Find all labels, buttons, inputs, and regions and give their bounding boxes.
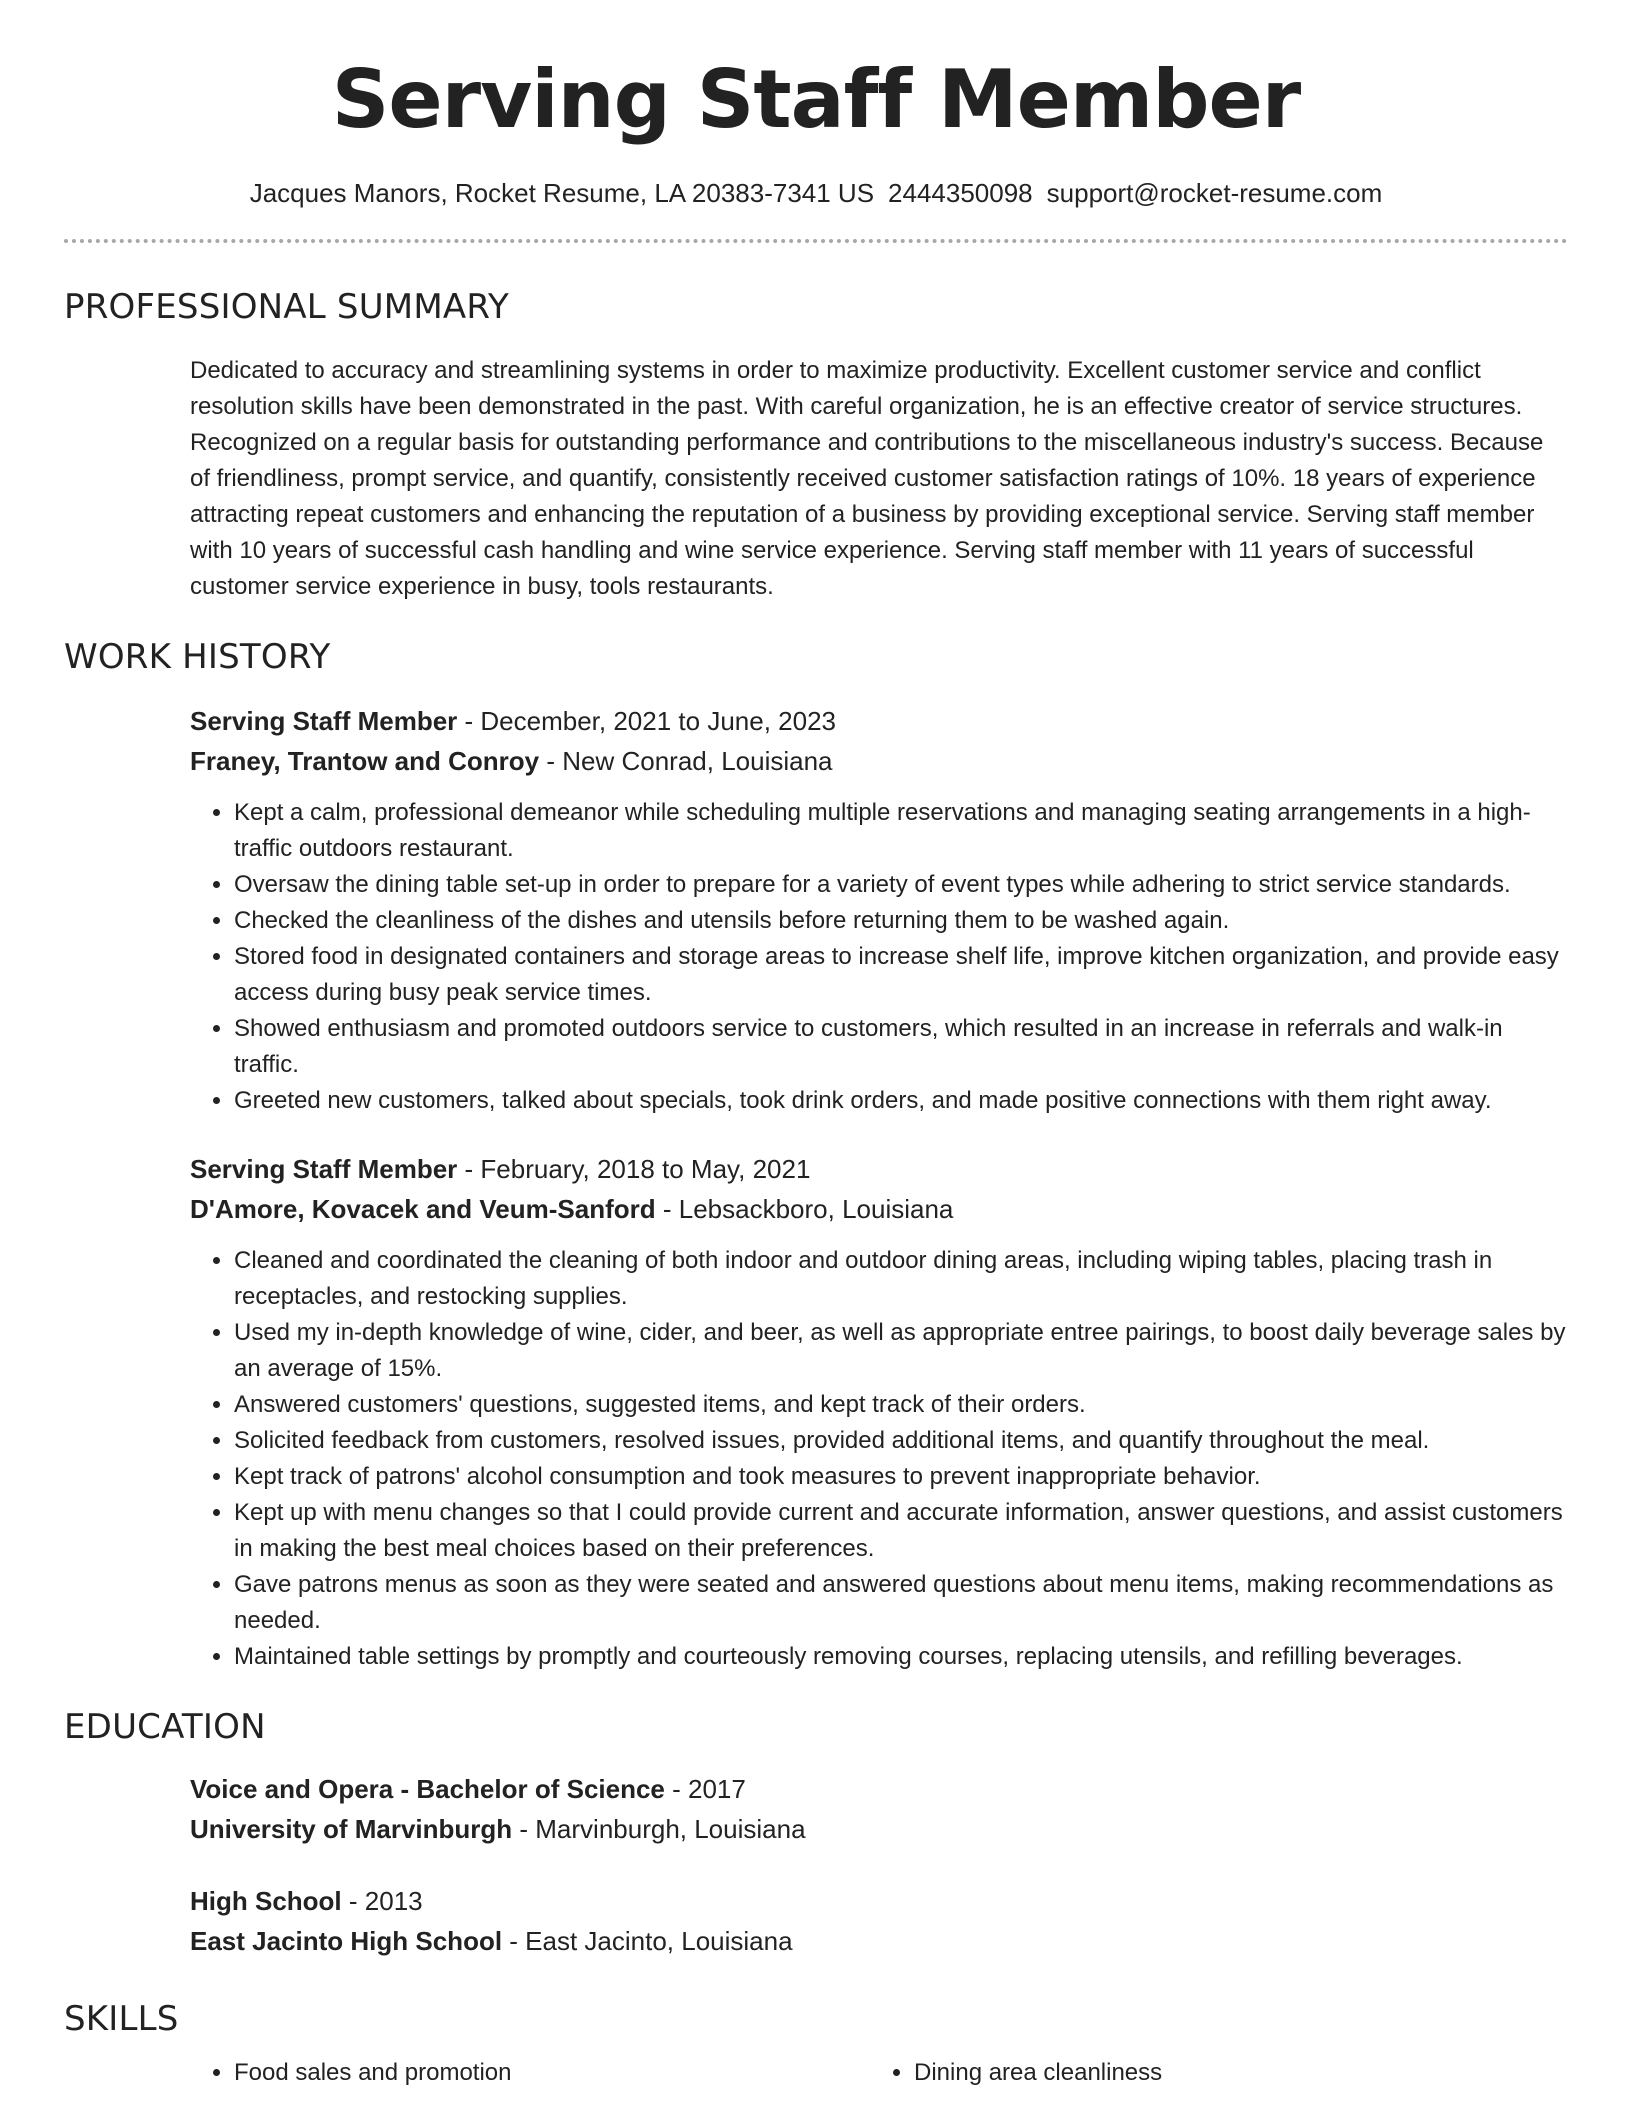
bullet-item: • Solicited feedback from customers, resolved issues, provided additional items, and quantify throughout the meal. [234,1423,1568,1459]
summary-text: Dedicated to accuracy and streamlining systems in order to maximize productivity. Excellent customer service and conflict resolution skills have been demonstrated in the past. With careful organization, he is an effective creator of service structures. Recognized on a regular basis for outstanding performance and contributions to the miscellaneous industry's success. Because of friendliness, prompt service, and quantify, consistently received customer satisfaction ratings of 10%. 18 years of experience attracting repeat customers and enhancing the reputation of a business by providing exceptional service. Serving staff member with 10 years of successful cash handling and wine service experience. Serving staff member with 11 years of successful customer service experience in busy, tools restaurants. [190,357,1544,600]
bullet-item: • Maintained table settings by promptly and courteously removing courses, replacing utensils, and refilling beverages. [234,1639,1568,1675]
job-location: - New Conrad, Louisiana [539,746,833,776]
summary-heading: PROFESSIONAL SUMMARY [64,287,509,327]
bullet-item: • Kept up with menu changes so that I could provide current and accurate information, answer questions, and assist customers in making the best meal choices based on their preferences. [234,1495,1568,1567]
edu-degree-line [190,1881,1568,1921]
job-dates: - February, 2018 to May, 2021 [457,1154,811,1184]
edu-school-line [190,1921,1568,1961]
skills-heading: SKILLS [64,1999,179,2039]
resume-name: Serving Staff Member [331,53,1301,146]
skill-item: • Food sales and promotion [234,2055,870,2091]
edu-school: University of Marvinburgh [190,1814,513,1844]
job-bullets [190,1243,1568,1675]
bullet-item: • Answered customers' questions, suggested items, and kept track of their orders. [234,1387,1568,1423]
job-company: D'Amore, Kovacek and Veum-Sanford [190,1194,656,1224]
edu-degree: Voice and Opera - Bachelor of Science [190,1774,665,1804]
edu-degree: High School [190,1886,342,1916]
bullet-item: • Greeted new customers, talked about specials, took drink orders, and made positive connections with them right away. [234,1083,1568,1119]
job-company-line [190,1189,1568,1229]
education-entry [190,1881,1568,1961]
header-divider [64,239,1568,243]
job-title-line [190,1149,1568,1189]
bullet-item: • Kept track of patrons' alcohol consumption and took measures to prevent inappropriate behavior. [234,1459,1568,1495]
job-role: Serving Staff Member [190,1154,458,1184]
work-history-heading: WORK HISTORY [64,637,331,677]
edu-school: East Jacinto High School [190,1926,503,1956]
work-history-section [64,637,1568,1675]
edu-location: - East Jacinto, Louisiana [502,1926,793,1956]
job-location: - Lebsackboro, Louisiana [655,1194,954,1224]
bullet-item: • Gave patrons menus as soon as they were seated and answered questions about menu items, making recommendations as needed. [234,1567,1568,1639]
contact-address: Jacques Manors, Rocket Resume, LA 20383-7341 US [249,178,875,208]
job-entry [190,701,1568,1119]
education-entry [190,1769,1568,1849]
contact-phone: 2444350098 [888,178,1033,208]
skills-section [64,1999,1568,2091]
summary-section [64,287,1568,605]
education-heading: EDUCATION [64,1707,266,1747]
bullet-item: • Checked the cleanliness of the dishes and utensils before returning them to be washed again. [234,903,1568,939]
skills-column-right [870,2055,1550,2091]
contact-email: support@rocket-resume.com [1046,178,1383,208]
job-title-line [190,701,1568,741]
bullet-item: • Used my in-depth knowledge of wine, cider, and beer, as well as appropriate entree pairings, to boost daily beverage sales by an average of 15%. [234,1315,1568,1387]
job-role: Serving Staff Member [190,706,458,736]
skills-grid [190,2055,1568,2091]
job-dates: - December, 2021 to June, 2023 [457,706,836,736]
bullet-item: • Kept a calm, professional demeanor while scheduling multiple reservations and managing seating arrangements in a high-traffic outdoors restaurant. [234,795,1568,867]
bullet-item: • Oversaw the dining table set-up in order to prepare for a variety of event types while adhering to strict service standards. [234,867,1568,903]
job-company: Franey, Trantow and Conroy [190,746,540,776]
education-section [64,1707,1568,1961]
edu-location: - Marvinburgh, Louisiana [512,1814,806,1844]
job-bullets [190,795,1568,1119]
edu-degree-line [190,1769,1568,1809]
job-company-line [190,741,1568,781]
edu-year: - 2013 [341,1886,423,1916]
edu-school-line [190,1809,1568,1849]
job-entry [190,1149,1568,1675]
bullet-item: • Stored food in designated containers and storage areas to increase shelf life, improve kitchen organization, and provide easy access during busy peak service times. [234,939,1568,1011]
skills-column-left [190,2055,870,2091]
bullet-item: • Cleaned and coordinated the cleaning of both indoor and outdoor dining areas, including wiping tables, placing trash in receptacles, and restocking supplies. [234,1243,1568,1315]
bullet-item: • Showed enthusiasm and promoted outdoors service to customers, which resulted in an increase in referrals and walk-in traffic. [234,1011,1568,1083]
edu-year: - 2017 [664,1774,746,1804]
contact-line [64,178,1568,209]
skill-item: • Dining area cleanliness [914,2055,1550,2091]
